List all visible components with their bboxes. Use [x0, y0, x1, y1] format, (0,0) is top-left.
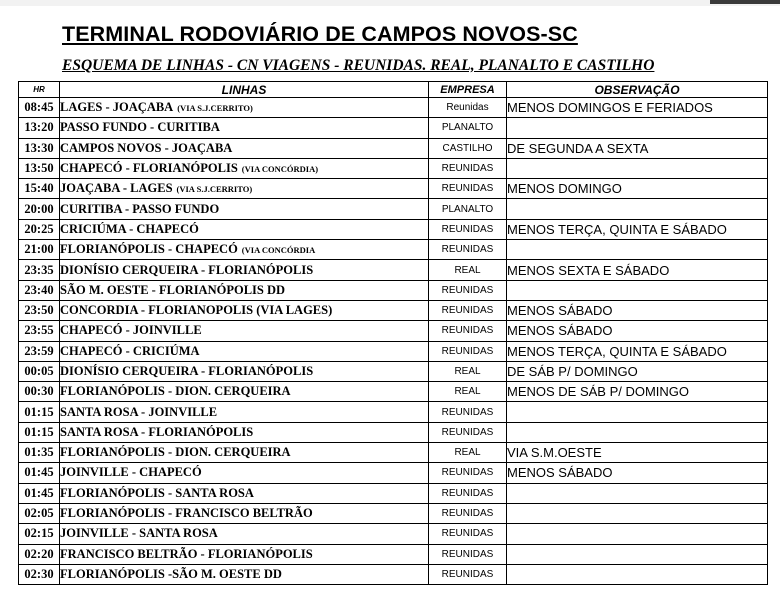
header-empresa: EMPRESA: [429, 82, 507, 98]
departure-time: 15:40: [19, 179, 60, 199]
company-name: REUNIDAS: [429, 280, 507, 300]
departure-time: 13:30: [19, 138, 60, 158]
route-cell: [60, 199, 429, 219]
table-row: [19, 179, 768, 199]
observation: [507, 564, 768, 584]
table-header-row: [19, 82, 768, 98]
route-name: FLORIANÓPOLIS - FRANCISCO BELTRÃO: [60, 506, 313, 521]
departure-time: 01:45: [19, 483, 60, 503]
departure-time: 01:45: [19, 463, 60, 483]
route-name: DIONÍSIO CERQUEIRA - FLORIANÓPOLIS: [60, 262, 314, 277]
table-row: [19, 219, 768, 239]
route-name: DIONÍSIO CERQUEIRA - FLORIANÓPOLIS: [60, 364, 314, 378]
observation: MENOS SEXTA E SÁBADO: [507, 260, 768, 280]
route-cell: [60, 402, 429, 422]
departure-time: 23:59: [19, 341, 60, 361]
table-row: [19, 544, 768, 564]
company-name: REUNIDAS: [429, 564, 507, 584]
observation: MENOS SÁBADO: [507, 321, 768, 341]
company-name: REAL: [429, 443, 507, 463]
route-via-note: (VIA CONCÓRDIA: [241, 244, 316, 255]
table-row: [19, 463, 768, 483]
route-cell: [60, 564, 429, 584]
observation: [507, 240, 768, 260]
departure-time: 01:15: [19, 422, 60, 442]
route-name: JOINVILLE - SANTA ROSA: [60, 526, 218, 541]
route-cell: [60, 260, 429, 280]
route-name: LAGES - JOAÇABA: [60, 99, 174, 114]
departure-time: 23:35: [19, 260, 60, 280]
route-cell: [60, 98, 429, 118]
window-control-strip: [710, 0, 780, 4]
table-row: [19, 260, 768, 280]
route-name: SANTA ROSA - FLORIANÓPOLIS: [60, 424, 254, 439]
observation: [507, 402, 768, 422]
observation: MENOS TERÇA, QUINTA E SÁBADO: [507, 341, 768, 361]
observation: MENOS DE SÁB P/ DOMINGO: [507, 382, 768, 402]
table-row: [19, 402, 768, 422]
route-name: FLORIANÓPOLIS -SÃO M. OESTE DD: [60, 566, 282, 581]
route-name: JOINVILLE - CHAPECÓ: [60, 465, 202, 480]
departure-time: 23:55: [19, 321, 60, 341]
route-name: FLORIANÓPOLIS - DION. CERQUEIRA: [60, 445, 291, 460]
company-name: CASTILHO: [429, 138, 507, 158]
table-row: [19, 98, 768, 118]
route-cell: [60, 382, 429, 402]
observation: DE SÁB P/ DOMINGO: [507, 361, 768, 381]
header-hr: HR: [19, 82, 60, 98]
departure-time: 21:00: [19, 240, 60, 260]
observation: [507, 199, 768, 219]
departure-time: 13:50: [19, 158, 60, 178]
company-name: REAL: [429, 260, 507, 280]
table-row: [19, 138, 768, 158]
observation: [507, 280, 768, 300]
route-cell: [60, 503, 429, 523]
observation: DE SEGUNDA A SEXTA: [507, 138, 768, 158]
company-name: REUNIDAS: [429, 483, 507, 503]
page-subtitle: ESQUEMA DE LINHAS - CN VIAGENS - REUNIDAS. REAL, PLANALTO E CASTILHO: [62, 57, 655, 74]
company-name: REAL: [429, 382, 507, 402]
observation: [507, 118, 768, 138]
company-name: REUNIDAS: [429, 300, 507, 320]
table-row: [19, 361, 768, 381]
company-name: REUNIDAS: [429, 179, 507, 199]
departure-time: 23:50: [19, 300, 60, 320]
observation: MENOS DOMINGOS E FERIADOS: [507, 98, 768, 118]
route-cell: [60, 179, 429, 199]
observation: [507, 544, 768, 564]
header-observacao: OBSERVAÇÃO: [507, 82, 768, 98]
route-name: FRANCISCO BELTRÃO - FLORIANÓPOLIS: [60, 546, 313, 561]
departure-time: 00:05: [19, 361, 60, 381]
company-name: REUNIDAS: [429, 463, 507, 483]
table-row: [19, 443, 768, 463]
route-cell: [60, 280, 429, 300]
route-name: FLORIANÓPOLIS - CHAPECÓ: [60, 241, 238, 256]
table-row: [19, 321, 768, 341]
route-via-note: (VIA S.J.CERRITO): [176, 183, 253, 194]
route-cell: [60, 422, 429, 442]
departure-time: 02:05: [19, 503, 60, 523]
observation: [507, 422, 768, 442]
departure-time: 01:35: [19, 443, 60, 463]
table-row: [19, 199, 768, 219]
company-name: REUNIDAS: [429, 503, 507, 523]
observation: [507, 503, 768, 523]
route-cell: [60, 118, 429, 138]
route-cell: [60, 524, 429, 544]
company-name: Reunidas: [429, 98, 507, 118]
table-row: [19, 240, 768, 260]
route-name: SANTA ROSA - JOINVILLE: [60, 404, 218, 419]
route-name: CHAPECÓ - JOINVILLE: [60, 323, 202, 338]
company-name: REUNIDAS: [429, 402, 507, 422]
observation: MENOS TERÇA, QUINTA E SÁBADO: [507, 219, 768, 239]
route-cell: [60, 544, 429, 564]
company-name: REUNIDAS: [429, 158, 507, 178]
route-name: FLORIANÓPOLIS - DION. CERQUEIRA: [60, 384, 291, 399]
company-name: REUNIDAS: [429, 321, 507, 341]
table-row: [19, 341, 768, 361]
observation: [507, 524, 768, 544]
departure-time: 02:30: [19, 564, 60, 584]
departure-time: 23:40: [19, 280, 60, 300]
departure-time: 20:00: [19, 199, 60, 219]
route-cell: [60, 341, 429, 361]
table-row: [19, 564, 768, 584]
route-cell: [60, 443, 429, 463]
route-name: JOAÇABA - LAGES: [60, 180, 173, 195]
page-title: TERMINAL RODOVIÁRIO DE CAMPOS NOVOS-SC: [62, 22, 578, 46]
table-row: [19, 118, 768, 138]
table-row: [19, 158, 768, 178]
departure-time: 01:15: [19, 402, 60, 422]
route-cell: [60, 138, 429, 158]
table-row: [19, 382, 768, 402]
route-cell: [60, 321, 429, 341]
departure-time: 02:15: [19, 524, 60, 544]
route-name: CHAPECÓ - FLORIANÓPOLIS: [60, 160, 238, 175]
company-name: REUNIDAS: [429, 341, 507, 361]
route-name: CRICIÚMA - CHAPECÓ: [60, 221, 199, 236]
table-row: [19, 524, 768, 544]
observation: MENOS SÁBADO: [507, 300, 768, 320]
table-row: [19, 300, 768, 320]
company-name: REUNIDAS: [429, 219, 507, 239]
route-name: FLORIANÓPOLIS - SANTA ROSA: [60, 485, 254, 500]
departure-time: 20:25: [19, 219, 60, 239]
table-row: [19, 280, 768, 300]
route-cell: [60, 219, 429, 239]
company-name: PLANALTO: [429, 118, 507, 138]
observation: MENOS DOMINGO: [507, 179, 768, 199]
departure-time: 02:20: [19, 544, 60, 564]
departure-time: 13:20: [19, 118, 60, 138]
observation: [507, 483, 768, 503]
route-cell: [60, 240, 429, 260]
route-via-note: (VIA S.J.CERRITO): [177, 102, 253, 113]
route-cell: [60, 158, 429, 178]
route-name: PASSO FUNDO - CURITIBA: [60, 120, 220, 135]
route-name: CHAPECÓ - CRICIÚMA: [60, 343, 200, 358]
company-name: PLANALTO: [429, 199, 507, 219]
company-name: REUNIDAS: [429, 240, 507, 260]
departure-time: 00:30: [19, 382, 60, 402]
route-cell: [60, 361, 429, 381]
departure-time: 08:45: [19, 98, 60, 118]
route-cell: [60, 300, 429, 320]
route-name: CURITIBA - PASSO FUNDO: [60, 201, 220, 216]
route-name: CONCORDIA - FLORIANOPOLIS (VIA LAGES): [60, 303, 333, 318]
table-row: [19, 483, 768, 503]
schedule-table: [18, 81, 768, 585]
table-row: [19, 503, 768, 523]
window-top-edge: [0, 0, 780, 6]
route-name: CAMPOS NOVOS - JOAÇABA: [60, 140, 233, 155]
company-name: REUNIDAS: [429, 524, 507, 544]
observation: MENOS SÁBADO: [507, 463, 768, 483]
observation: [507, 158, 768, 178]
company-name: REAL: [429, 361, 507, 381]
observation: VIA S.M.OESTE: [507, 443, 768, 463]
route-via-note: (VIA CONCÓRDIA): [241, 163, 319, 174]
header-linhas: LINHAS: [60, 82, 429, 98]
company-name: REUNIDAS: [429, 422, 507, 442]
company-name: REUNIDAS: [429, 544, 507, 564]
route-cell: [60, 483, 429, 503]
table-row: [19, 422, 768, 442]
route-cell: [60, 463, 429, 483]
route-name: SÃO M. OESTE - FLORIANÓPOLIS DD: [60, 282, 286, 297]
